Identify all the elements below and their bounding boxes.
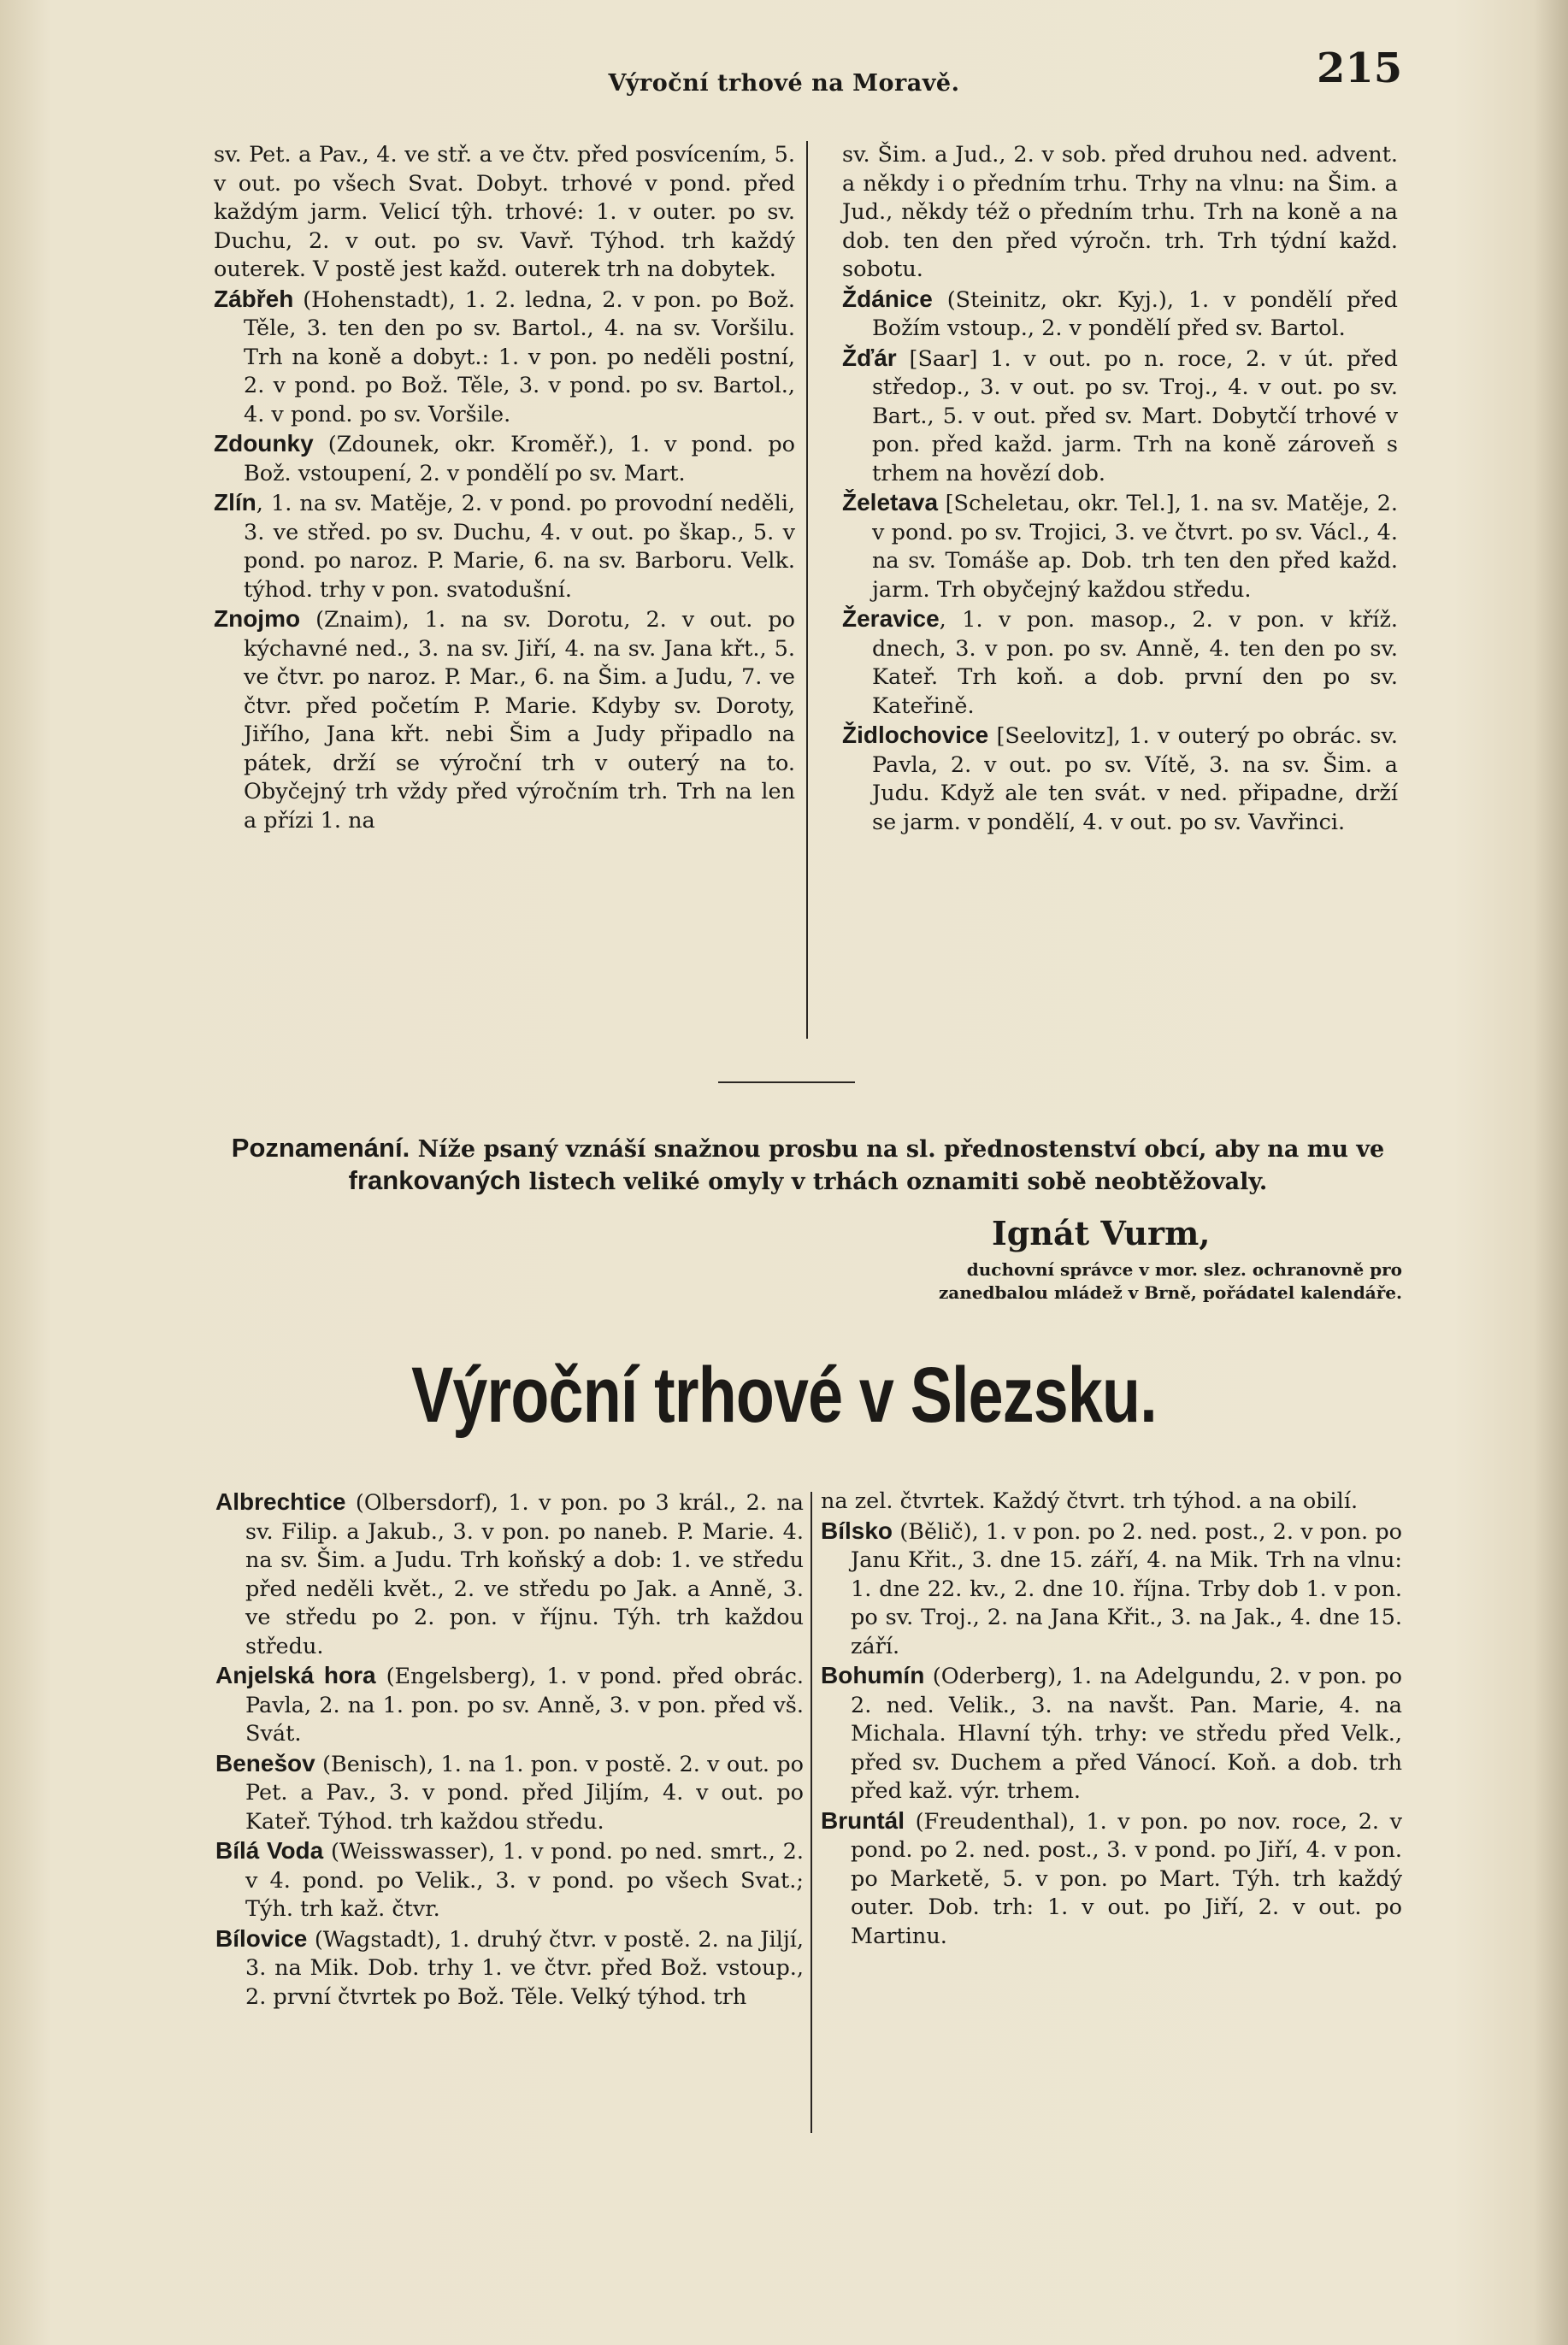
town-name: Zábřeh [214, 285, 294, 312]
market-entry [821, 1661, 1402, 1806]
market-entry [214, 604, 795, 835]
note-paragraph [214, 1133, 1402, 1198]
market-entry [215, 1836, 804, 1924]
column-divider [806, 141, 808, 1039]
entry-text: , 1. na sv. Matěje, 2. v pond. po provodní neděli, 3. ve střed. po sv. Duchu, 4. v out. po škap., 5. v pond. po naroz. P. Marie, 6. na sv. Barboru. Velk. týhod. trhy v pon. svatodušní. [244, 491, 795, 603]
town-name: Znojmo [214, 605, 301, 632]
running-header: Výroční trhové na Moravě. [608, 70, 960, 97]
note-emphasis: frankovaných [348, 1165, 522, 1195]
page-spine-shadow [1534, 0, 1568, 2345]
entry-text: [Saar] 1. v out. po n. roce, 2. v út. před středop., 3. v out. po sv. Troj., 4. v out. po sv. Bart., 5. v out. před sv. Mart. Dobytčí trhové v pon. před každ. jarm. Trh na koně zároveň s trhem na hovězí dob. [872, 345, 1398, 486]
entry-text: (Bělič), 1. v pon. po 2. ned. post., 2. v pon. po Janu Křit., 3. dne 15. září, 4. na Mik. Trh na vlnu: 1. dne 22. kv., 2. dne 10. října. Trby dob 1. v pon. po sv. Troj., 2. na Jana Křit., 3. na Jak., 4. dne 15. září. [851, 1518, 1402, 1659]
signature-line-2: zanedbalou mládež v Brně, pořádatel kalendáře. [938, 1282, 1402, 1303]
entry-text: (Engelsberg), 1. v pond. před obrác. Pavla, 2. na 1. pon. po sv. Anně, 3. v pon. před vš. Svát. [245, 1664, 804, 1747]
town-name: Zdounky [214, 430, 314, 457]
town-name: Bílá Voda [215, 1837, 324, 1864]
entry-text: na zel. čtvrtek. Každý čtvrt. trh týhod. a na obilí. [821, 1488, 1359, 1514]
signature-description [864, 1258, 1402, 1305]
market-entry [821, 1517, 1402, 1662]
entry-text: [Seelovitz], 1. v outerý po obrác. sv. Pavla, 2. v out. po sv. Vítě, 3. na sv. Šim. a Judu. Když ale ten svát. v ned. připadne, drží se jarm. v pondělí, 4. v out. po sv. Vavřinci. [872, 723, 1398, 835]
entry-text: (Znaim), 1. na sv. Dorotu, 2. v out. po kýchavné ned., 3. na sv. Jiří, 4. na sv. Jana křt., 5. ve čtvr. po naroz. P. Mar., 6. na Šim. a Judu, 7. ve čtvr. před početím P. Marie. Kdyby sv. Doroty, Jiřího, Jana křt. nebi Šim a Judy připadlo na pátek, drží se výroční trh v outerý na to. Obyčejný trh vždy před výročním trh. Trh na len a přízi 1. na [244, 607, 795, 834]
market-entry [214, 141, 795, 285]
entry-text: sv. Pet. a Pav., 4. ve stř. a ve čtv. před posvícením, 5. v out. po všech Svat. Dobyt. trhové v pond. před každým jarm. Velicí tŷh. trhové: 1. v outer. po sv. Duchu, 2. v out. po sv. Vavř. Týhod. trh každý outerek. V postě jest každ. outerek trh na dobytek. [214, 142, 795, 282]
market-entry [821, 1806, 1402, 1952]
signature-line-1: duchovní správce v mor. slez. ochranovně pro [966, 1259, 1402, 1280]
town-name: Ždánice [842, 285, 933, 312]
town-name: Žeravice [842, 605, 940, 632]
market-entry [842, 488, 1398, 604]
town-name: Bílovice [215, 1924, 308, 1952]
entry-text: (Olbersdorf), 1. v pon. po 3 král., 2. na sv. Filip. a Jakub., 3. v pon. po naneb. P. Marie. 4. na sv. Šim. a Judu. Trh koňský a dob: 1. ve středu před neděli květ., 2. ve středu po Jak. a Anně, 3. ve středu po 2. pon. v říjnu. Týh. trh každou středu. [245, 1490, 804, 1659]
market-entry [214, 429, 795, 488]
page-number: 215 [1317, 44, 1403, 92]
market-entry [842, 285, 1398, 344]
market-entry [215, 1488, 804, 1661]
entry-text: (Hohenstadt), 1. 2. ledna, 2. v pon. po Bož. Těle, 3. ten den po sv. Bartol., 4. na sv. Voršilu. Trh na koně a dobyt.: 1. v pon. po neděli postní, 2. v pond. po Bož. Těle, 3. v pond. po sv. Bartol., 4. v pond. po sv. Voršile. [244, 286, 795, 427]
entry-text: (Steinitz, okr. Kyj.), 1. v pondělí před Božím vstoup., 2. v pondělí před sv. Bartol. [872, 286, 1398, 341]
entry-text: (Benisch), 1. na 1. pon. v postě. 2. v out. po Pet. a Pav., 3. v pond. před Jiljím, 4. v out. po Kateř. Týhod. trh každou středu. [245, 1751, 804, 1835]
market-entry [214, 285, 795, 430]
town-name: Benešov [215, 1749, 315, 1776]
market-entry [842, 141, 1398, 285]
town-name: Albrechtice [215, 1488, 346, 1515]
entry-text: , 1. v pon. masop., 2. v pon. v kříž. dnech, 3. v pon. po sv. Anně, 4. ten den po sv. Kateř. Trh koň. a dob. první den po sv. Kateřině. [872, 607, 1398, 719]
market-entry [215, 1661, 804, 1749]
note-lead: Poznamenání. [231, 1133, 410, 1163]
market-entry [215, 1749, 804, 1837]
section-divider [718, 1081, 855, 1083]
moravia-right-column [842, 141, 1398, 837]
town-name: Židlochovice [842, 722, 989, 748]
silesia-right-column [821, 1488, 1402, 1951]
town-name: Zlín [214, 489, 256, 516]
town-name: Žďár [842, 344, 897, 371]
silesia-left-column [215, 1488, 804, 2012]
note-text-2: listech veliké omyly v trhách oznamiti sobě neobtěžovaly. [521, 1169, 1268, 1195]
town-name: Bohumín [821, 1662, 925, 1688]
town-name: Bruntál [821, 1806, 905, 1834]
entry-text: (Zdounek, okr. Kroměř.), 1. v pond. po Bož. vstoupení, 2. v pondělí po sv. Mart. [244, 432, 795, 486]
town-name: Želetava [842, 489, 939, 516]
market-entry [842, 604, 1398, 721]
section-title: Výroční trhové v Slezsku. [411, 1352, 1157, 1439]
entry-text: sv. Šim. a Jud., 2. v sob. před druhou ned. advent. a někdy i o předním trhu. Trhy na vlnu: na Šim. a Jud., někdy též o předním trhu. Trh na koně a na dob. ten den před výročn. trh. Trh týdní každ. sobotu. [842, 142, 1398, 282]
column-divider [811, 1492, 812, 2133]
entry-text: (Freudenthal), 1. v pon. po nov. roce, 2. v pond. po 2. ned. post., 3. v pond. po Jiří, 4. v pon. po Marketě, 5. v pon. po Mart. Týh. trh každý outer. Dob. trh: 1. v out. po Jiří, 2. v out. po Martinu. [851, 1808, 1402, 1949]
moravia-left-column [214, 141, 795, 835]
market-entry [842, 344, 1398, 489]
market-entry [821, 1488, 1402, 1517]
market-entry [842, 721, 1398, 837]
note-text-1: Níže psaný vznáší snažnou prosbu na sl. přednostenství obcí, aby na mu ve [410, 1136, 1385, 1163]
entry-text: (Weisswasser), 1. v pond. po ned. smrt., 2. v 4. pond. po Velik., 3. v pond. po všech Svat.; Týh. trh kaž. čtvr. [245, 1839, 804, 1922]
entry-text: (Oderberg), 1. na Adelgundu, 2. v pon. po 2. ned. Velik., 3. na navšt. Pan. Marie, 4. na Michala. Hlavní týh. trhy: ve středu před Velk., před sv. Duchem a před Vánocí. Koň. a dob. trh před kaž. výr. trhem. [851, 1664, 1402, 1804]
market-entry [215, 1924, 804, 2012]
town-name: Anjelská hora [215, 1662, 376, 1688]
signature-name: Ignát Vurm, [992, 1214, 1211, 1252]
market-entry [214, 488, 795, 604]
entry-text: [Scheletau, okr. Tel.], 1. na sv. Matěje, 2. v pond. po sv. Trojici, 3. ve čtvrt. po sv. Václ., 4. na sv. Tomáše ap. Dob. trh ten den před každ. jarm. Trh obyčejný každou středu. [872, 491, 1398, 603]
entry-text: (Wagstadt), 1. druhý čtvr. v postě. 2. na Jiljí, 3. na Mik. Dob. trhy 1. ve čtvr. před Bož. vstoup., 2. první čtvrtek po Bož. Těle. Velký týhod. trh [245, 1926, 804, 2010]
town-name: Bílsko [821, 1517, 893, 1544]
